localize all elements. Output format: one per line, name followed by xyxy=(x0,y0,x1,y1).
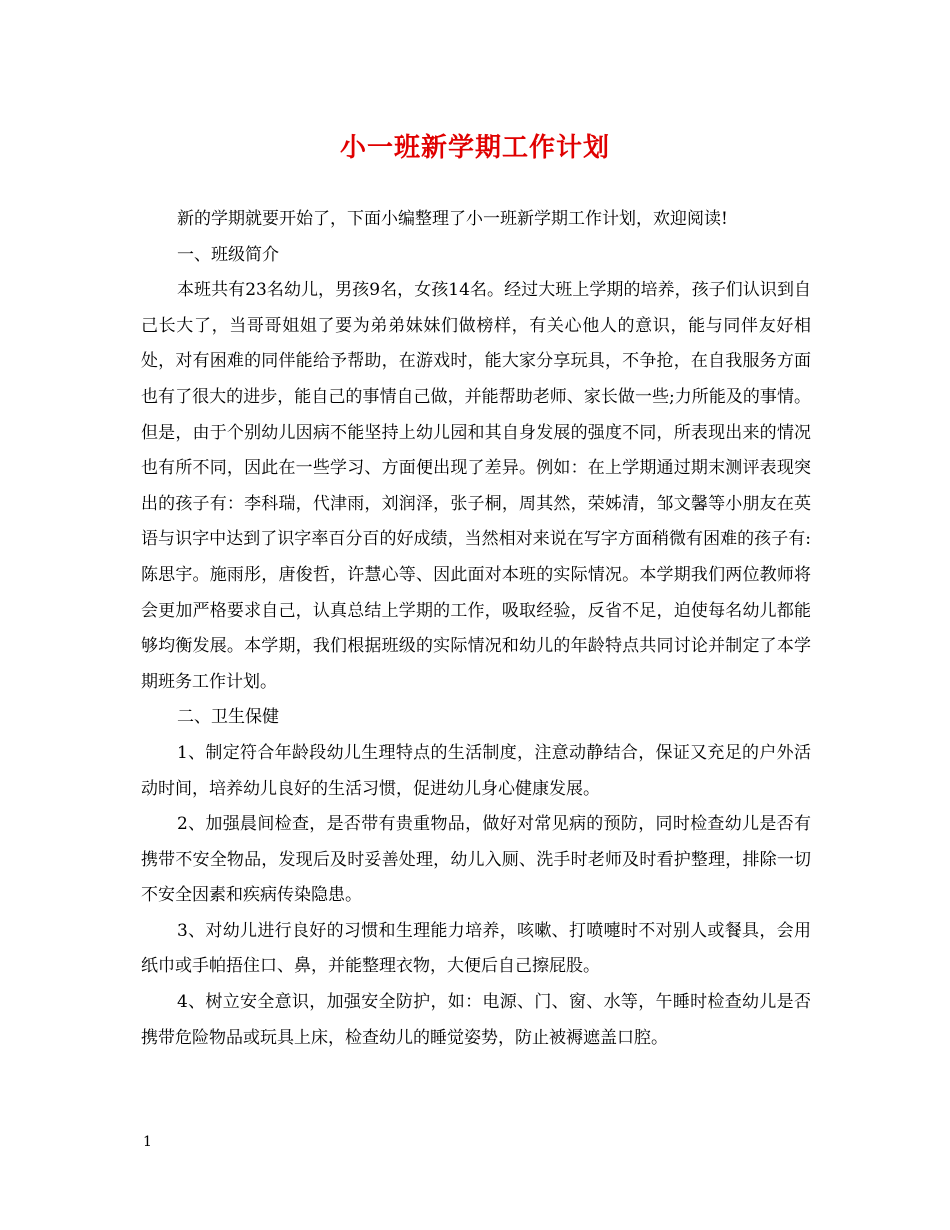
health-care-item-3: 3、对幼儿进行良好的习惯和生理能力培养，咳嗽、打喷嚏时不对别人或餐具，会用纸巾或手帕捂住口、鼻，并能整理衣物，大便后自己擦屁股。 xyxy=(141,920,811,977)
intro-paragraph: 新的学期就要开始了，下面小编整理了小一班新学期工作计划，欢迎阅读! xyxy=(177,209,728,229)
page-number: 1 xyxy=(143,1134,152,1150)
health-care-item-2: 2、加强晨间检查，是否带有贵重物品，做好对常见病的预防，同时检查幼儿是否有携带不安全物品，发现后及时妥善处理，幼儿入厕、洗手时老师及时看护整理，排除一切不安全因素和疾病传染隐患。 xyxy=(141,814,811,906)
health-care-item-1: 1、制定符合年龄段幼儿生理特点的生活制度，注意动静结合，保证又充足的户外活动时间，培养幼儿良好的生活习惯，促进幼儿身心健康发展。 xyxy=(141,742,811,799)
health-care-item-4: 4、树立安全意识，加强安全防护，如：电源、门、窗、水等，午睡时检查幼儿是否携带危险物品或玩具上床，检查幼儿的睡觉姿势，防止被褥遮盖口腔。 xyxy=(141,992,811,1048)
class-intro-paragraph: 本班共有23名幼儿，男孩9名，女孩14名。经过大班上学期的培养，孩子们认识到自己长大了，当哥哥姐姐了要为弟弟妹妹们做榜样，有关心他人的意识，能与同伴友好相处，对有困难的同伴能给予帮助，在游戏时，能大家分享玩具，不争抢，在自我服务方面也有了很大的进步，能自己的事情自己做，并能帮助老师、家长做一些;力所能及的事情。但是，由于个别幼儿因病不能坚持上幼儿园和其自身发展的强度不同，所表现出来的情况也有所不同，因此在一些学习、方面便出现了差异。例如：在上学期通过期末测评表现突出的孩子有：李科瑞，代津雨，刘润泽，张子桐，周其然，荣姊清，邹文馨等小朋友在英语与识字中达到了识字率百分百的好成绩，当然相对来说在写字方面稍微有困难的孩子有:陈思宇。施雨彤，唐俊哲，许慧心等、因此面对本班的实际情况。本学期我们两位教师将会更加严格要求自己，认真总结上学期的工作，吸取经验，反省不足，迫使每名幼儿都能够均衡发展。本学期，我们根据班级的实际情况和幼儿的年龄特点共同讨论并制定了本学期班务工作计划。 xyxy=(141,280,811,692)
section-heading-health-care: 二、卫生保健 xyxy=(177,707,279,728)
document-body xyxy=(141,202,811,1056)
document-title: 小一班新学期工作计划 xyxy=(339,133,610,163)
section-heading-class-intro: 一、班级简介 xyxy=(177,244,279,265)
